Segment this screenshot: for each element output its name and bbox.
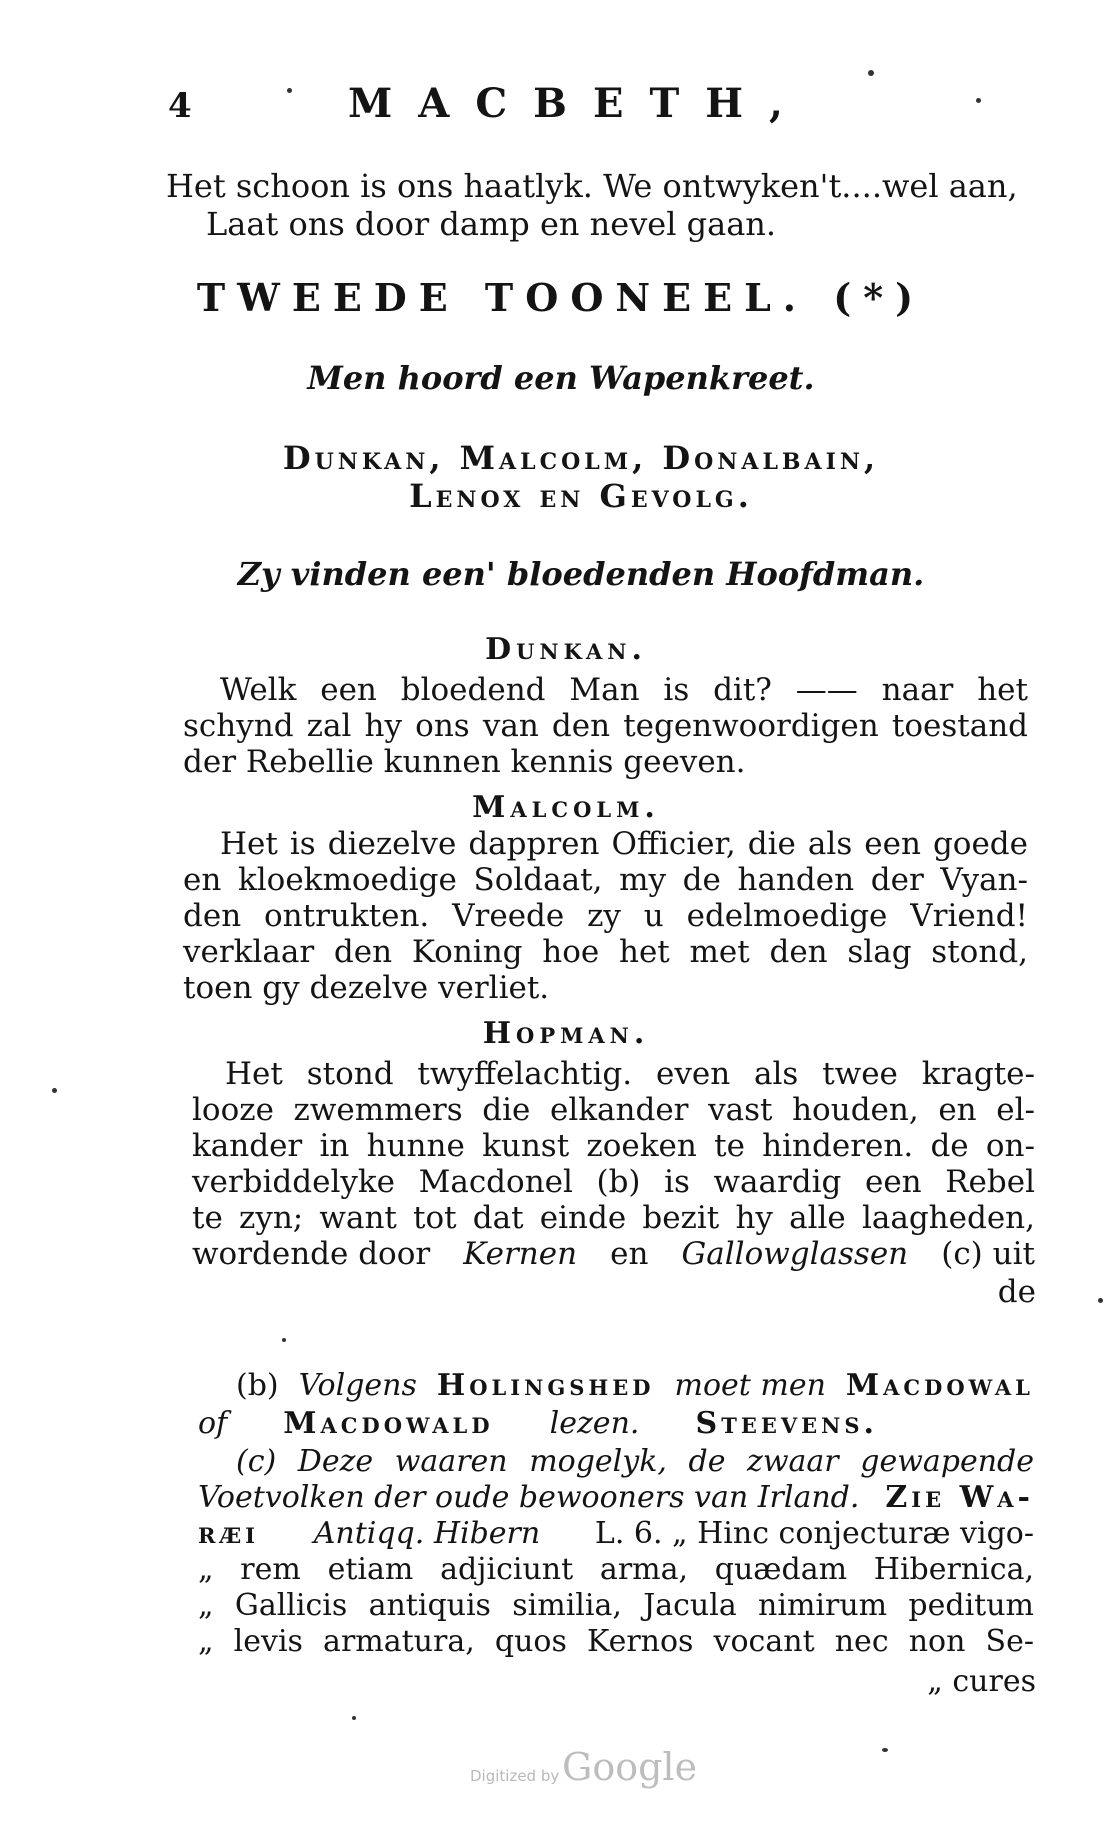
speech-line: kander in hunne kunst zoeken te hinderen. de on- <box>192 1128 1035 1164</box>
running-title: MACBETH, <box>348 80 809 127</box>
speech-text: wordende door <box>192 1236 431 1272</box>
page-number: 4 <box>168 86 192 126</box>
characters-line-1: Dunkan, Malcolm, Donalbain, <box>282 439 880 477</box>
footnote-text: of <box>198 1406 228 1441</box>
scan-speck <box>1098 1298 1103 1303</box>
footnote-text: Antiqq. Hibern <box>313 1516 541 1551</box>
footnote-b-line-2 <box>198 1406 878 1442</box>
action-direction: Zy vinden een' bloedenden Hoofdman. <box>237 555 925 593</box>
footnote-attribution: Steevens. <box>695 1406 878 1441</box>
footnote-c-line-1: (c) Deze waaren mogelyk, de zwaar gewapende <box>236 1444 1034 1479</box>
speaker-hopman: Hopman. <box>482 1016 650 1051</box>
speech-line: looze zwemmers die elkander vast houden, en el- <box>192 1092 1035 1128</box>
speech-line: der Rebellie kunnen kennis geeven. <box>183 744 746 780</box>
speech-line-last <box>192 1236 1035 1272</box>
footnote-name: Macdowald <box>283 1406 494 1441</box>
stage-direction: Men hoord een Wapenkreet. <box>307 359 815 397</box>
speech-text-italic: Kernen <box>463 1236 578 1272</box>
speech-line: Welk een bloedend Man is dit? —— naar het <box>220 672 1028 708</box>
footnote-catchword: „ cures <box>927 1664 1036 1699</box>
google-logo: Google <box>562 1745 698 1789</box>
scan-speck <box>52 1088 57 1093</box>
digitized-watermark <box>470 1745 710 1795</box>
footnote-text: Volgens <box>298 1368 417 1403</box>
footnote-c-line-4: „ rem etiam adjiciunt arma, quædam Hibernica, <box>198 1552 1034 1587</box>
scene-title: TWEEDE TOONEEL. (*) <box>196 275 926 320</box>
footnote-text: Zie Wa- <box>885 1480 1034 1515</box>
speech-line: te zyn; want tot dat einde bezit hy alle laagheden, <box>192 1200 1035 1236</box>
footnote-text: L. 6. „ Hinc conjecturæ vigo- <box>594 1516 1034 1551</box>
verse-line-2: Laat ons door damp en nevel gaan. <box>206 205 777 243</box>
running-header <box>168 78 1038 138</box>
scan-speck <box>282 1338 286 1342</box>
footnote-c-line-3 <box>198 1516 1034 1552</box>
scan-speck <box>976 98 981 103</box>
scan-speck <box>287 88 292 93</box>
scan-speck <box>882 1748 888 1752</box>
footnote-name: Macdowal <box>845 1368 1034 1403</box>
speech-line: toen gy dezelve verliet. <box>183 970 550 1006</box>
speech-line: verklaar den Koning hoe het met den slag stond, <box>183 934 1028 970</box>
footnote-c-line-5: „ Gallicis antiquis similia, Jacula nimirum peditum <box>198 1588 1034 1623</box>
verse-line-1: Het schoon is ons haatlyk. We ontwyken't....wel aan, <box>166 167 1018 205</box>
speaker-dunkan: Dunkan. <box>485 632 647 667</box>
speech-line: Het is diezelve dappren Officier, die als een goede <box>220 826 1028 862</box>
footnote-name: Holingshed <box>436 1368 655 1403</box>
footnote-text: ræi <box>198 1516 259 1551</box>
speech-line: den ontrukten. Vreede zy u edelmoedige Vriend! <box>183 898 1028 934</box>
digitized-by-label: Digitized by <box>470 1767 560 1785</box>
footnote-c-line-6: „ levis armatura, quos Kernos vocant nec non Se- <box>198 1624 1034 1659</box>
footnote-text: lezen. <box>549 1406 640 1441</box>
speech-line: Het stond twyffelachtig. even als twee kragte- <box>225 1056 1035 1092</box>
speech-line: verbiddelyke Macdonel (b) is waardig een Rebel <box>192 1164 1035 1200</box>
speaker-malcolm: Malcolm. <box>472 790 660 825</box>
footnote-b-line-1 <box>236 1368 1034 1404</box>
footnote-c-line-2 <box>198 1480 1034 1516</box>
catchword: de <box>997 1274 1036 1310</box>
footnote-text: moet men <box>674 1368 826 1403</box>
speech-text: (c) uit <box>941 1236 1035 1272</box>
scan-speck <box>352 1716 356 1720</box>
speech-text-italic: Gallowglassen <box>681 1236 909 1272</box>
scan-speck <box>868 70 874 76</box>
speech-line: schynd zal hy ons van den tegenwoordigen toestand <box>183 708 1028 744</box>
footnote-text: Voetvolken der oude bewooners van Irland. <box>198 1480 860 1515</box>
speech-line: en kloekmoedige Soldaat, my de handen der Vyan- <box>183 862 1028 898</box>
speech-text: en <box>610 1236 649 1272</box>
characters-line-2: Lenox en Gevolg. <box>409 477 753 515</box>
footnote-marker: (b) <box>236 1368 279 1403</box>
